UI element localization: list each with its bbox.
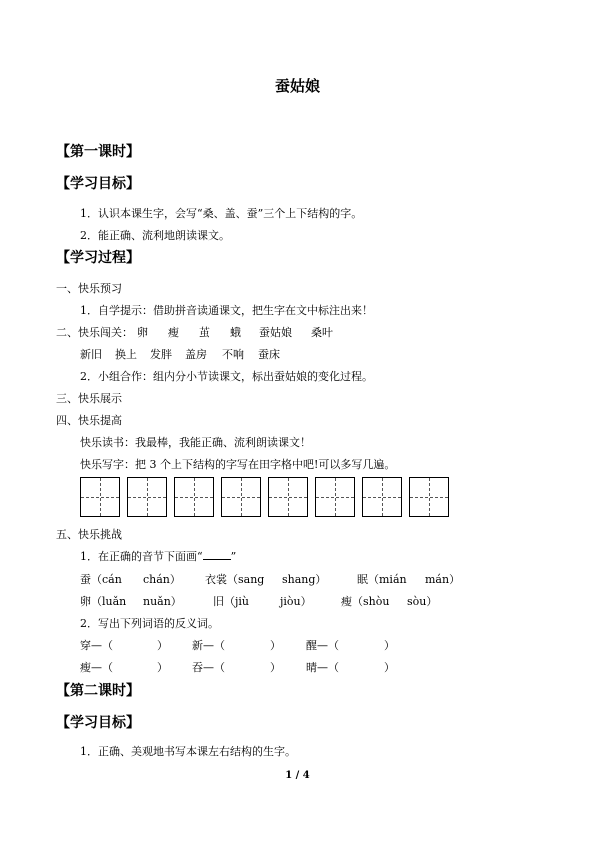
lesson2-heading: 【第二课时】 bbox=[56, 683, 140, 699]
word-item: 发胖 bbox=[150, 348, 172, 361]
word-item: 瘦 bbox=[168, 326, 179, 339]
step-preview-hint: 1．自学提示：借助拼音读通课文，把生字在文中标注出来！ bbox=[80, 304, 373, 317]
word-item: 不响 bbox=[222, 348, 244, 361]
pinyin-item: 蚕（cán bbox=[80, 573, 122, 586]
tian-grid-box[interactable] bbox=[174, 477, 214, 517]
page-number: 1 / 4 bbox=[285, 770, 310, 781]
word-item: 换上 bbox=[115, 348, 137, 361]
tian-grid-box[interactable] bbox=[409, 477, 449, 517]
pinyin-item: sòu） bbox=[407, 595, 438, 608]
tian-grid-box[interactable] bbox=[268, 477, 308, 517]
lesson2-goal-1: 1．正确、美观地书写本课左右结构的生字。 bbox=[80, 745, 296, 758]
antonym-item: 穿—（ bbox=[80, 639, 113, 652]
word-item: 蚕床 bbox=[258, 348, 280, 361]
tian-grid-box[interactable] bbox=[315, 477, 355, 517]
step-improve: 四、快乐提高 bbox=[56, 414, 122, 427]
word-item: 蛾 bbox=[230, 326, 241, 339]
antonym-item: ） bbox=[384, 661, 395, 674]
pinyin-item: jiòu） bbox=[280, 595, 312, 608]
pinyin-item: 旧（jiù bbox=[213, 595, 250, 608]
step-improve-read: 快乐读书：我最棒，我能正确、流利朗读课文！ bbox=[80, 436, 311, 449]
page-title: 蚕姑娘 bbox=[274, 77, 320, 95]
word-item: 桑叶 bbox=[311, 326, 333, 339]
tian-grid-box[interactable] bbox=[127, 477, 167, 517]
word-item: 新旧 bbox=[80, 348, 102, 361]
word-item: 茧 bbox=[199, 326, 210, 339]
step-show: 三、快乐展示 bbox=[56, 392, 122, 405]
lesson1-heading: 【第一课时】 bbox=[56, 144, 140, 160]
task-antonyms: 2．写出下列词语的反义词。 bbox=[80, 617, 219, 630]
pinyin-item: mán） bbox=[425, 573, 461, 586]
tian-grid-box[interactable] bbox=[221, 477, 261, 517]
antonym-item: ） bbox=[270, 661, 281, 674]
lesson2-goals-heading: 【学习目标】 bbox=[56, 715, 140, 731]
antonym-item: ） bbox=[157, 639, 168, 652]
step-improve-write: 快乐写字：把 3 个上下结构的字写在田字格中吧!可以多写几遍。 bbox=[80, 458, 396, 471]
goal-1: 1．认识本课生字，会写“桑、盖、蚕”三个上下结构的字。 bbox=[80, 207, 363, 220]
step-group-work: 2．小组合作：组内分小节读课文，标出蚕姑娘的变化过程。 bbox=[80, 370, 373, 383]
tian-grid-row bbox=[80, 477, 460, 517]
underline-sample bbox=[203, 551, 231, 560]
pinyin-item: 卵（luǎn bbox=[80, 595, 127, 608]
pinyin-item: 瘦（shòu bbox=[341, 595, 390, 608]
word-item: 蚕姑娘 bbox=[259, 326, 292, 339]
task-underline: 1．在正确的音节下面画“ ” bbox=[80, 550, 237, 563]
step-challenge-label: 二、快乐闯关： bbox=[56, 326, 133, 339]
antonym-item: 新—（ bbox=[192, 639, 225, 652]
pinyin-item: 衣裳（sang bbox=[205, 573, 265, 586]
antonym-item: ） bbox=[384, 639, 395, 652]
antonym-item: 瘦—（ bbox=[80, 661, 113, 674]
tian-grid-box[interactable] bbox=[362, 477, 402, 517]
pinyin-item: shang） bbox=[282, 573, 327, 586]
pinyin-item: chán） bbox=[143, 573, 181, 586]
step-preview: 一、快乐预习 bbox=[56, 282, 122, 295]
step-challenge: 五、快乐挑战 bbox=[56, 528, 122, 541]
antonym-item: 晴—（ bbox=[306, 661, 339, 674]
lesson1-process-heading: 【学习过程】 bbox=[56, 250, 140, 266]
antonym-item: ） bbox=[270, 639, 281, 652]
antonym-item: ） bbox=[157, 661, 168, 674]
word-item: 盖房 bbox=[185, 348, 207, 361]
antonym-item: 醒—（ bbox=[306, 639, 339, 652]
lesson1-goals-heading: 【学习目标】 bbox=[56, 176, 140, 192]
word-item: 卵 bbox=[137, 326, 148, 339]
goal-2: 2．能正确、流利地朗读课文。 bbox=[80, 229, 230, 242]
pinyin-item: 眠（mián bbox=[357, 573, 407, 586]
tian-grid-box[interactable] bbox=[80, 477, 120, 517]
antonym-item: 吞—（ bbox=[192, 661, 225, 674]
pinyin-item: nuǎn） bbox=[143, 595, 182, 608]
